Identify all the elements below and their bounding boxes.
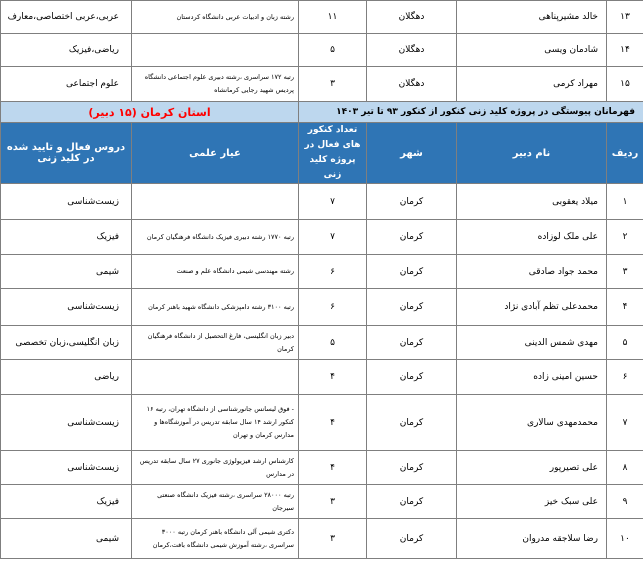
row-number: ۱ [607, 184, 643, 220]
table-row [1, 326, 643, 360]
row-number: ۱۴ [607, 34, 643, 67]
qualification: رشته زبان و ادبیات عربی دانشگاه کردستان [132, 1, 299, 34]
row-number: ۹ [607, 485, 643, 519]
row-number: ۳ [607, 255, 643, 289]
exam-count: ۶ [299, 289, 367, 326]
subjects-cell: شیمی [1, 519, 132, 559]
table-row [1, 184, 643, 220]
subjects-cell: شیمی [1, 255, 132, 289]
row-number: ۱۰ [607, 519, 643, 559]
province-banner [1, 102, 643, 123]
province-label: استان کرمان (۱۵ دبیر) [1, 102, 299, 123]
exam-count: ۴ [299, 451, 367, 485]
table-row [1, 485, 643, 519]
city-cell: کرمان [367, 220, 457, 255]
teacher-name: رضا سلاجقه مدروان [457, 519, 607, 559]
table-row [1, 255, 643, 289]
table-row [1, 451, 643, 485]
header-num: ردیف [607, 123, 643, 184]
table-row [1, 395, 643, 451]
row-number: ۵ [607, 326, 643, 360]
subjects-cell: زیست‌شناسی [1, 289, 132, 326]
qualification [132, 184, 299, 220]
exam-count: ۱۱ [299, 1, 367, 34]
subjects-cell: زیست‌شناسی [1, 451, 132, 485]
qualification: کارشناس ارشد فیزیولوژی جانوری ۲۷ سال سابقه تدریس در مدارس [132, 451, 299, 485]
subjects-cell: زیست‌شناسی [1, 395, 132, 451]
qualification: دبیر زبان انگلیسی، فارغ التحصیل از دانشگاه فرهنگیان کرمان [132, 326, 299, 360]
city-cell: دهگلان [367, 67, 457, 102]
teacher-name: علی ملک لوزاده [457, 220, 607, 255]
exam-count: ۳ [299, 67, 367, 102]
province-section [1, 102, 643, 184]
city-cell: دهگلان [367, 1, 457, 34]
table-row [1, 34, 643, 67]
subjects-cell: ریاضی [1, 360, 132, 395]
city-cell: کرمان [367, 485, 457, 519]
subjects-cell: علوم اجتماعی [1, 67, 132, 102]
subjects-cell: ریاضی،فیزیک [1, 34, 132, 67]
teacher-name: مهدی شمس الدینی [457, 326, 607, 360]
teacher-name: محمدعلی تظم آبادی نژاد [457, 289, 607, 326]
table-row [1, 360, 643, 395]
exam-count: ۵ [299, 326, 367, 360]
row-number: ۶ [607, 360, 643, 395]
city-cell: کرمان [367, 255, 457, 289]
row-number: ۱۵ [607, 67, 643, 102]
qualification: - فوق لیسانس جانورشناسی از دانشگاه تهران، رتبه ۱۶ کنکور ارشد ۱۴ سال سابقه تدریس در آموزشگاه‌ها و مدارس کرمان و تهران [132, 395, 299, 451]
subjects-cell: زیست‌شناسی [1, 184, 132, 220]
table-row [1, 220, 643, 255]
exam-count: ۷ [299, 220, 367, 255]
exam-count: ۷ [299, 184, 367, 220]
table-row [1, 67, 643, 102]
previous-province-rows [1, 1, 643, 102]
table-row [1, 519, 643, 559]
table-row [1, 289, 643, 326]
exam-count: ۵ [299, 34, 367, 67]
city-cell: کرمان [367, 326, 457, 360]
subjects-cell: فیزیک [1, 220, 132, 255]
exam-count: ۴ [299, 360, 367, 395]
row-number: ۲ [607, 220, 643, 255]
city-cell: کرمان [367, 395, 457, 451]
teacher-name: علی سبک خیز [457, 485, 607, 519]
teacher-name: محمدمهدی سالاری [457, 395, 607, 451]
teacher-name: میلاد یعقوبی [457, 184, 607, 220]
teacher-name: علی تصیرپور [457, 451, 607, 485]
city-cell: کرمان [367, 360, 457, 395]
row-number: ۷ [607, 395, 643, 451]
qualification: رشته مهندسی شیمی دانشگاه علم و صنعت [132, 255, 299, 289]
header-qualification: عیار علمی [132, 123, 299, 184]
subjects-cell: زبان انگلیسی،زبان تخصصی [1, 326, 132, 360]
row-number: ۸ [607, 451, 643, 485]
qualification: رتبه ۳۱۰۰ رشته دامپزشکی دانشگاه شهید باهنر کرمان [132, 289, 299, 326]
header-city: شهر [367, 123, 457, 184]
teacher-name: خالد مشیرپناهی [457, 1, 607, 34]
city-cell: کرمان [367, 289, 457, 326]
teacher-name: محمد جواد صادقی [457, 255, 607, 289]
header-subjects: دروس فعال و تایید شده در کلید زنی [1, 123, 132, 184]
kerman-rows [1, 184, 643, 559]
table-row [1, 1, 643, 34]
city-cell: کرمان [367, 519, 457, 559]
city-cell: دهگلان [367, 34, 457, 67]
banner-title: فهرمانان پیوستگی در پروژه کلید زنی کنکور از کنکور ۹۳ تا تیر ۱۴۰۳ [299, 102, 643, 123]
table-header-row [1, 123, 643, 184]
row-number: ۱۳ [607, 1, 643, 34]
qualification [132, 34, 299, 67]
teacher-name: شادمان ویسی [457, 34, 607, 67]
subjects-cell: فیزیک [1, 485, 132, 519]
exam-count: ۳ [299, 485, 367, 519]
row-number: ۴ [607, 289, 643, 326]
qualification: رتبه ۱۷۷۰ رشته دبیری فیزیک دانشگاه فرهنگیان کرمان [132, 220, 299, 255]
qualification: رتبه ۲۸۰۰۰ سراسری ،رشته فیزیک دانشگاه صنعتی سیرجان [132, 485, 299, 519]
qualification [132, 360, 299, 395]
header-count: تعداد کنکور های فعال در پروژه کلید زنی [299, 123, 367, 184]
city-cell: کرمان [367, 451, 457, 485]
header-name: نام دبیر [457, 123, 607, 184]
city-cell: کرمان [367, 184, 457, 220]
subjects-cell: عربی،عربی اختصاصی،معارف [1, 1, 132, 34]
qualification: دکتری شیمی آلی دانشگاه باهنر کرمان رتبه ۳۰۰۰ سراسری ،رشته آموزش شیمی دانشگاه بافت،کرمان [132, 519, 299, 559]
exam-count: ۳ [299, 519, 367, 559]
exam-count: ۶ [299, 255, 367, 289]
exam-count: ۴ [299, 395, 367, 451]
teacher-name: مهراد کرمی [457, 67, 607, 102]
teacher-name: حسین امینی زاده [457, 360, 607, 395]
qualification: رتبه ۱۷۲ سراسری ،رشته دبیری علوم اجتماعی دانشگاه پردیس شهید رجایی کرمانشاه [132, 67, 299, 102]
